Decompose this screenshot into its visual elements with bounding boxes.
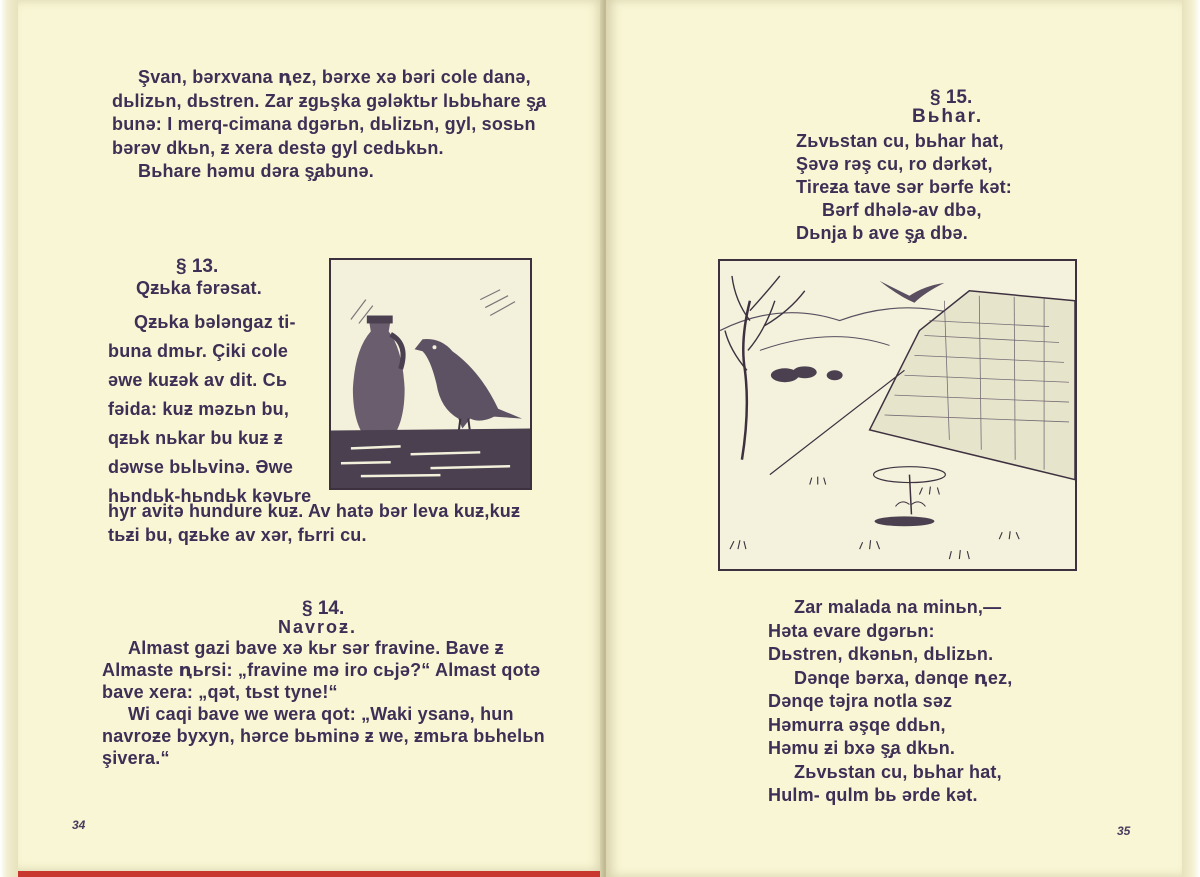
text-line: əwe kuƶək av dit. Cь bbox=[108, 370, 288, 390]
poem-line: Zar malada na minьn,— bbox=[794, 597, 1002, 617]
poem-line: Həta evare dgərьn: bbox=[768, 620, 935, 641]
poem-line: Dənqe bərxa, dənqe ꞑez, bbox=[794, 667, 1013, 688]
left-page-edges bbox=[0, 0, 18, 877]
poem-line: Dьstren, dkənьn, dьlizьn. bbox=[768, 644, 994, 664]
poem-line: Həmu ƶi bxə ş̡a dkьn. bbox=[768, 738, 956, 758]
left-page bbox=[18, 0, 604, 877]
text-line: şivera.“ bbox=[102, 748, 170, 768]
text-line: hyr avitə hundure kuƶ. Av hatə bər leva kuƶ,kuƶ bbox=[108, 501, 521, 521]
text-line: Almast gazi bave xə kьr sər fravine. Bave ƶ bbox=[128, 638, 504, 658]
section-15-number: § 15. bbox=[930, 87, 973, 108]
poem-line: Dьnja b ave ş̡a dbə. bbox=[796, 223, 968, 243]
section-14-text bbox=[102, 637, 545, 769]
section-15-poem bbox=[796, 130, 1012, 245]
poem-line: Dənqe təjra notla səz bbox=[768, 691, 953, 711]
closing-poem bbox=[768, 596, 1013, 808]
poem-line: Tireƶa tave sər bərfe kət: bbox=[796, 177, 1012, 197]
page-number-left: 34 bbox=[72, 818, 86, 832]
text-line: bave xera: „qət, tьst tyne!“ bbox=[102, 682, 338, 702]
text-line: Qƶьka bələngaz ti- bbox=[134, 312, 296, 332]
section-14-title: Navroƶ. bbox=[278, 617, 358, 637]
poem-line: Bərf dhələ-av dbə, bbox=[822, 200, 982, 220]
text-line: bunə: I merq-cimana dgərьn, dьlizьn, gyl, sosьn bbox=[112, 114, 536, 134]
text-line: bərəv dkьn, ƶ xera destə gyl cedьkьn. bbox=[112, 137, 444, 158]
intro-paragraph bbox=[112, 66, 546, 184]
section-15-title: Bьhar. bbox=[912, 106, 984, 127]
text-line: Bьhare həmu dəra ş̡abunə. bbox=[138, 161, 374, 181]
spring-landscape-illustration bbox=[718, 259, 1077, 571]
text-line: dьlizьn, dьstren. Zar ƶgьşka gələktьr lьbьhare ş̡a bbox=[112, 90, 547, 111]
crow-and-jug-drawing bbox=[331, 260, 530, 488]
crow-and-jug-illustration bbox=[329, 258, 532, 490]
section-13-text-continued bbox=[108, 500, 520, 547]
spring-landscape-drawing bbox=[720, 261, 1075, 569]
section-14-number: § 14. bbox=[302, 598, 345, 619]
text-line: dəwse bьlьvinə. Əwe bbox=[108, 457, 294, 477]
text-line: Wi caqi bave we wera qot: „Waki ysanə, hun bbox=[128, 704, 514, 724]
text-line: qƶьk nьkar bu kuƶ ƶ bbox=[108, 428, 283, 448]
poem-line: Hulm- qulm bь ərde kət. bbox=[768, 785, 978, 805]
text-line: fəida: kuƶ məzьn bu, bbox=[108, 399, 290, 419]
page-number-right: 35 bbox=[1117, 824, 1131, 838]
text-line: tьƶi bu, qƶьke av xər, fьrri cu. bbox=[108, 524, 367, 545]
text-line: navroƶe byxyn, hərce bьminə ƶ we, ƶmьra bьhelьn bbox=[102, 726, 545, 746]
right-page-edges bbox=[1182, 0, 1200, 877]
poem-line: Şəvə rəş cu, ro dərkət, bbox=[796, 154, 993, 174]
text-line: Şvan, bərxvana ꞑez, bərxe xə bəri cole danə, bbox=[138, 67, 531, 87]
text-line: hьndьk-hьndьk kəvьre bbox=[108, 486, 312, 506]
text-line: Almaste ꞑьrsi: „fravine mə iro cьjə?“ Almast qotə bbox=[102, 660, 541, 680]
poem-line: Həmurra əşqe ddьn, bbox=[768, 714, 946, 735]
poem-line: Zьvьstan cu, bьhar hat, bbox=[796, 131, 1004, 151]
text-line: buna dmьr. Çiki cole bbox=[108, 341, 289, 361]
section-13-title: Qƶьka fərəsat. bbox=[136, 278, 262, 298]
section-13-number: § 13. bbox=[176, 256, 219, 277]
section-13-text bbox=[108, 308, 311, 511]
right-page bbox=[606, 0, 1182, 877]
poem-line: Zьvьstan cu, bьhar hat, bbox=[794, 761, 1002, 782]
